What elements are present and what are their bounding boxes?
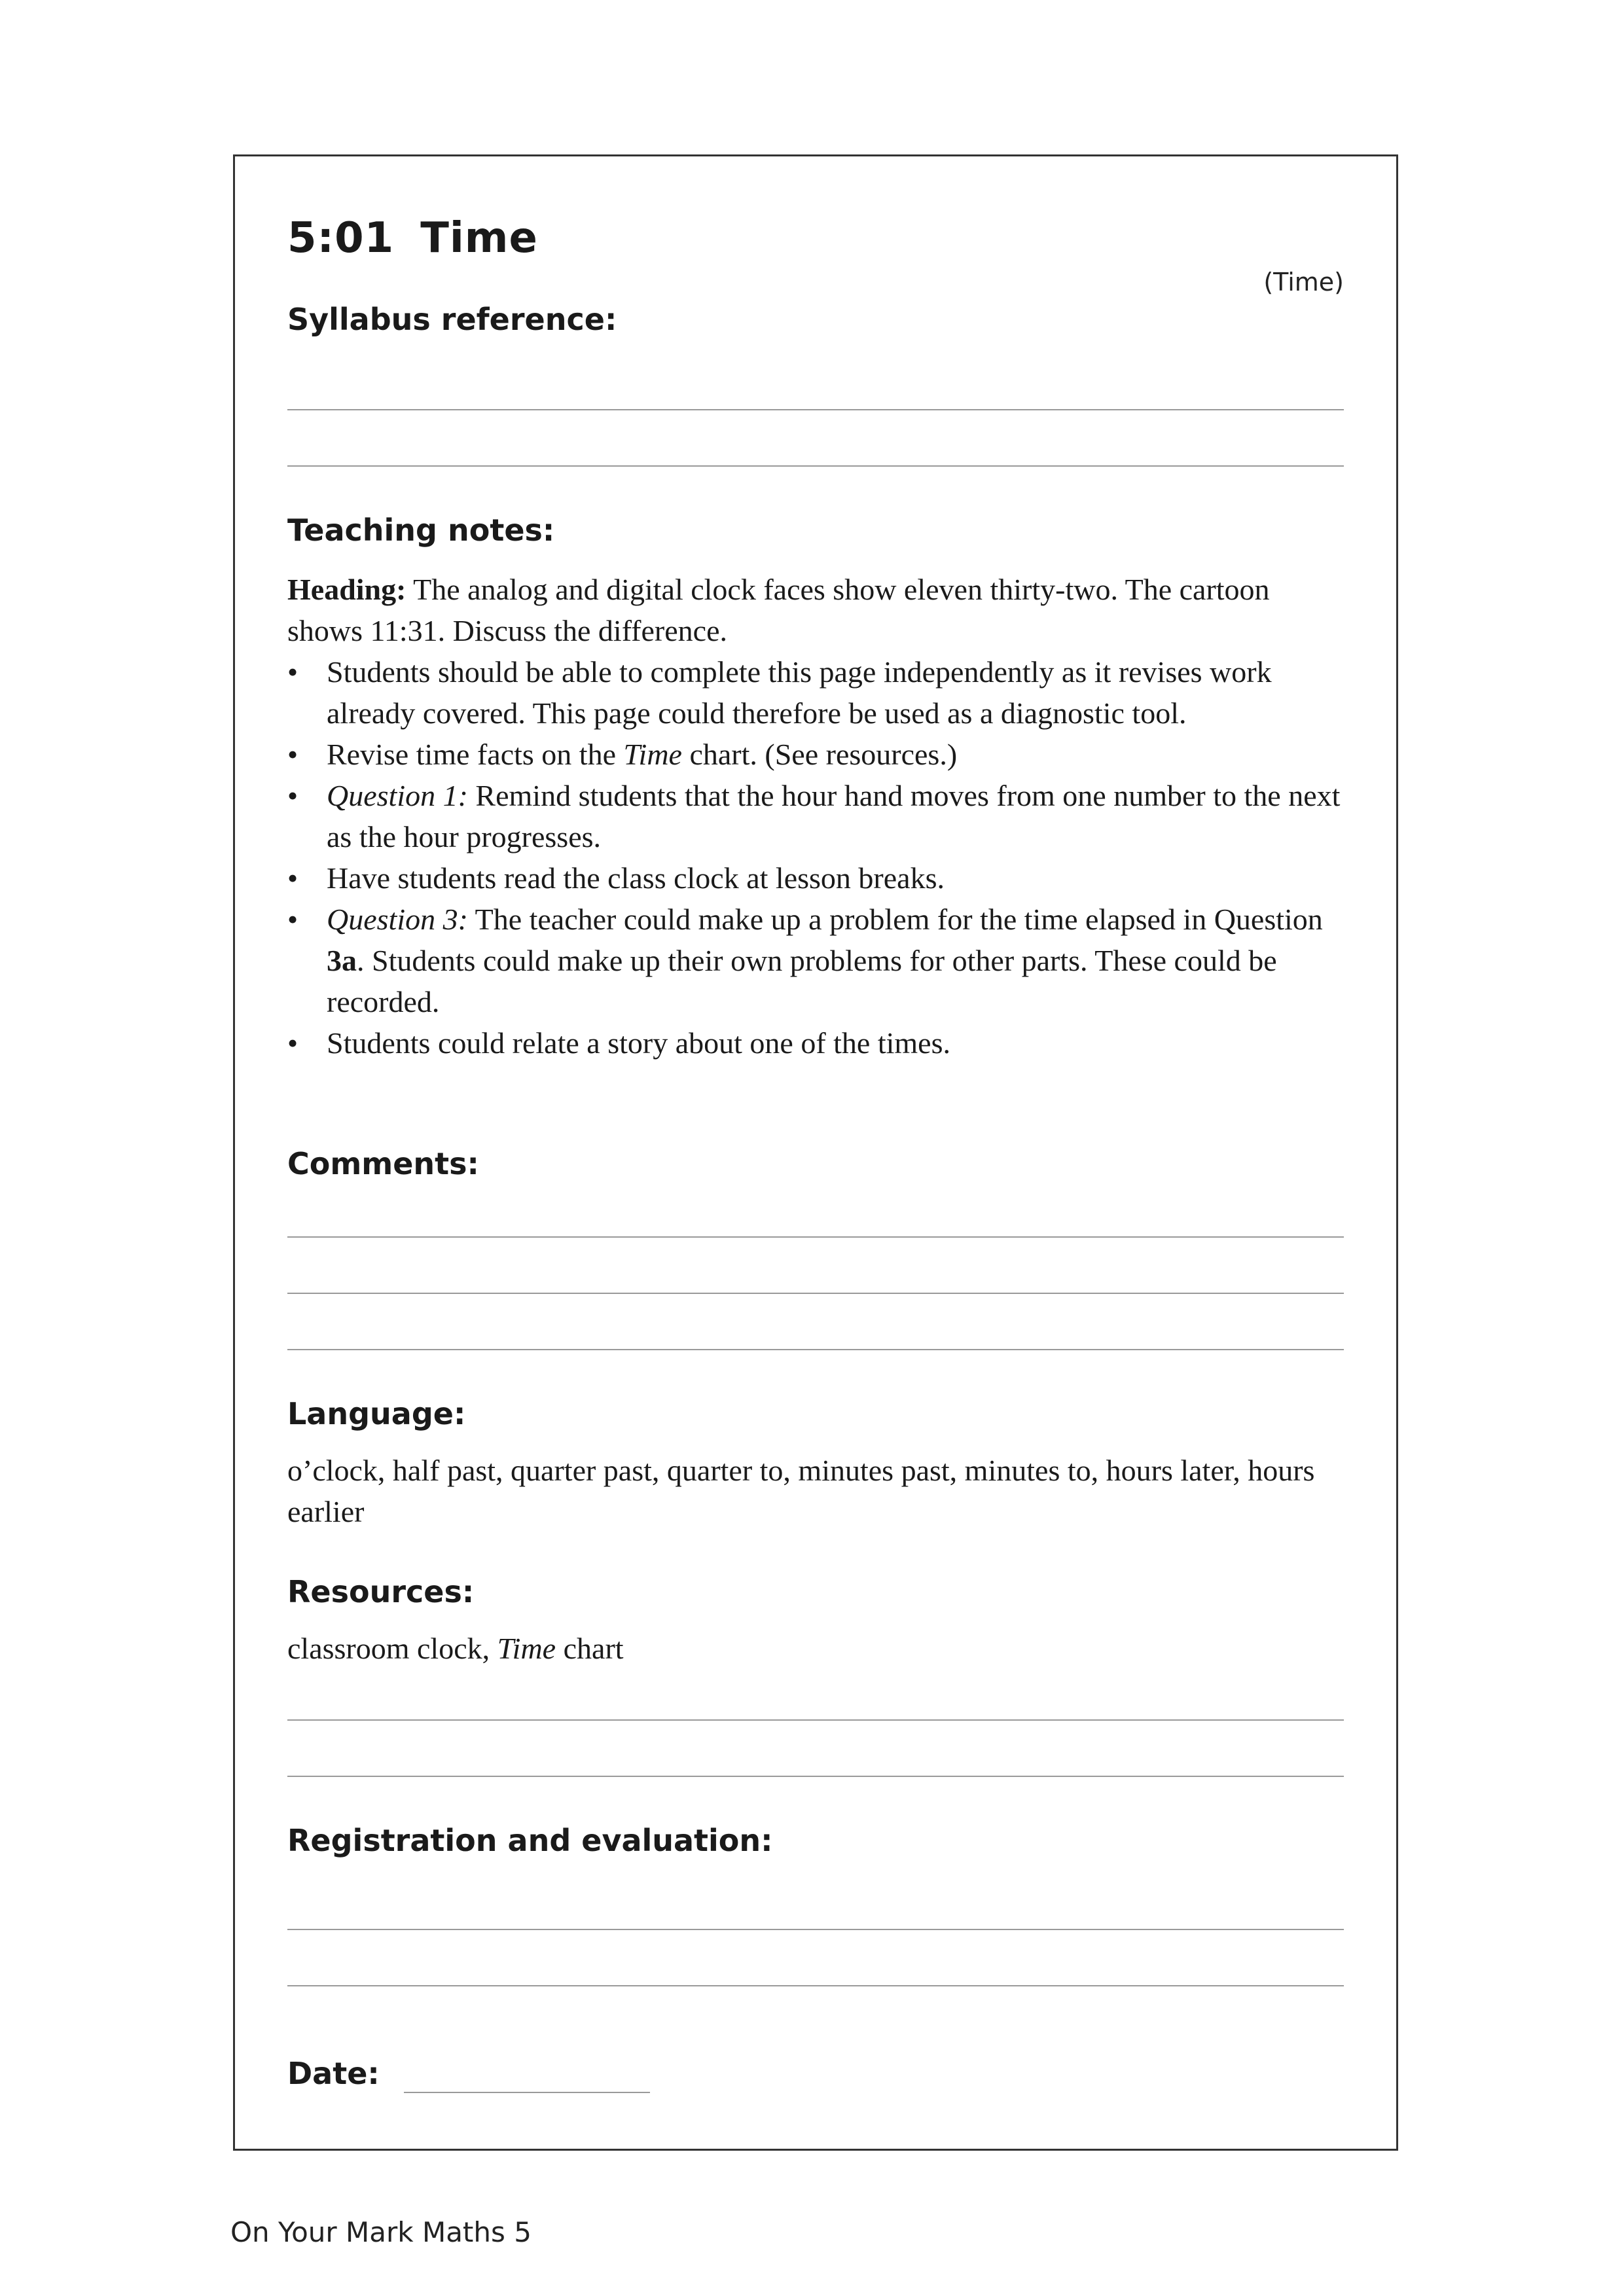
page-title [287,214,538,262]
heading-note [287,569,1344,651]
resources-text-part: chart [556,1632,624,1665]
list-item: • Have students read the class clock at lesson breaks. [287,861,945,895]
list-item-emphasis: Question 1: [327,779,468,812]
list-item-text: Students could relate a story about one of the times. [327,1026,950,1060]
topic-tag: (Time) [1263,268,1344,296]
comments-line-1 [287,1236,1344,1238]
list-item-text: Remind students that the hour hand moves from one number to the next as the hour progresses. [327,779,1341,853]
list-item: • Revise time facts on the Time chart. (See resources.) [287,738,958,771]
book-footer: On Your Mark Maths 5 [230,2216,532,2248]
resources-text-part: classroom clock, [287,1632,497,1665]
list-item-text: Revise time facts on the [327,738,624,771]
teaching-notes-list [287,651,1344,1064]
teaching-notes-heading: Teaching notes: [287,512,555,548]
language-text: o’clock, half past, quarter past, quarter to, minutes past, minutes to, hours later, hours earlier [287,1454,1315,1528]
list-item: • Question 3: The teacher could make up a problem for the time elapsed in Question 3a. Students could make up their own problems for other parts. These could be recorded. [287,903,1323,1018]
resources-line-1 [287,1719,1344,1721]
heading-note-label: Heading: [287,573,406,606]
list-item: • Students should be able to complete this page independently as it revises work already covered. This page could therefore be used as a diagnostic tool. [287,655,1272,730]
list-item-emphasis: Time [623,738,682,771]
heading-note-text: The analog and digital clock faces show eleven thirty-two. The cartoon shows 11:31. Discuss the difference. [287,573,1270,647]
list-item-text: The teacher could make up a problem for the time elapsed in Question [467,903,1323,936]
syllabus-heading: Syllabus reference: [287,302,617,337]
list-item-strong: 3a [327,944,357,977]
list-item-emphasis: Question 3: [327,903,468,936]
registration-line-1 [287,1929,1344,1930]
language-heading: Language: [287,1396,466,1431]
comments-heading: Comments: [287,1146,479,1181]
date-label: Date: [287,2056,380,2091]
comments-line-3 [287,1349,1344,1350]
teacher-notes-sheet [233,154,1398,2151]
section-title: Time [420,214,538,262]
list-item-text: Students should be able to complete this page independently as it revises work already covered. This page could therefore be used as a diagnostic tool. [327,655,1272,730]
list-item: • Question 1: Remind students that the hour hand moves from one number to the next as the hour progresses. [287,779,1341,853]
resources-text [287,1628,1344,1669]
list-item-text: . Students could make up their own problems for other parts. These could be recorded. [327,944,1277,1018]
resources-line-2 [287,1776,1344,1777]
teaching-notes-body [287,569,1344,1064]
resources-text-emphasis: Time [497,1632,556,1665]
comments-line-2 [287,1293,1344,1294]
list-item: • Students could relate a story about one of the times. [287,1026,950,1060]
syllabus-line-2 [287,465,1344,467]
section-number: 5:01 [287,214,395,262]
registration-line-2 [287,1985,1344,1986]
registration-heading: Registration and evaluation: [287,1823,773,1858]
list-item-text: chart. (See resources.) [681,738,958,771]
resources-heading: Resources: [287,1574,475,1609]
date-input-line[interactable] [404,2092,650,2093]
list-item-text: Have students read the class clock at lesson breaks. [327,861,945,895]
syllabus-line-1 [287,409,1344,410]
